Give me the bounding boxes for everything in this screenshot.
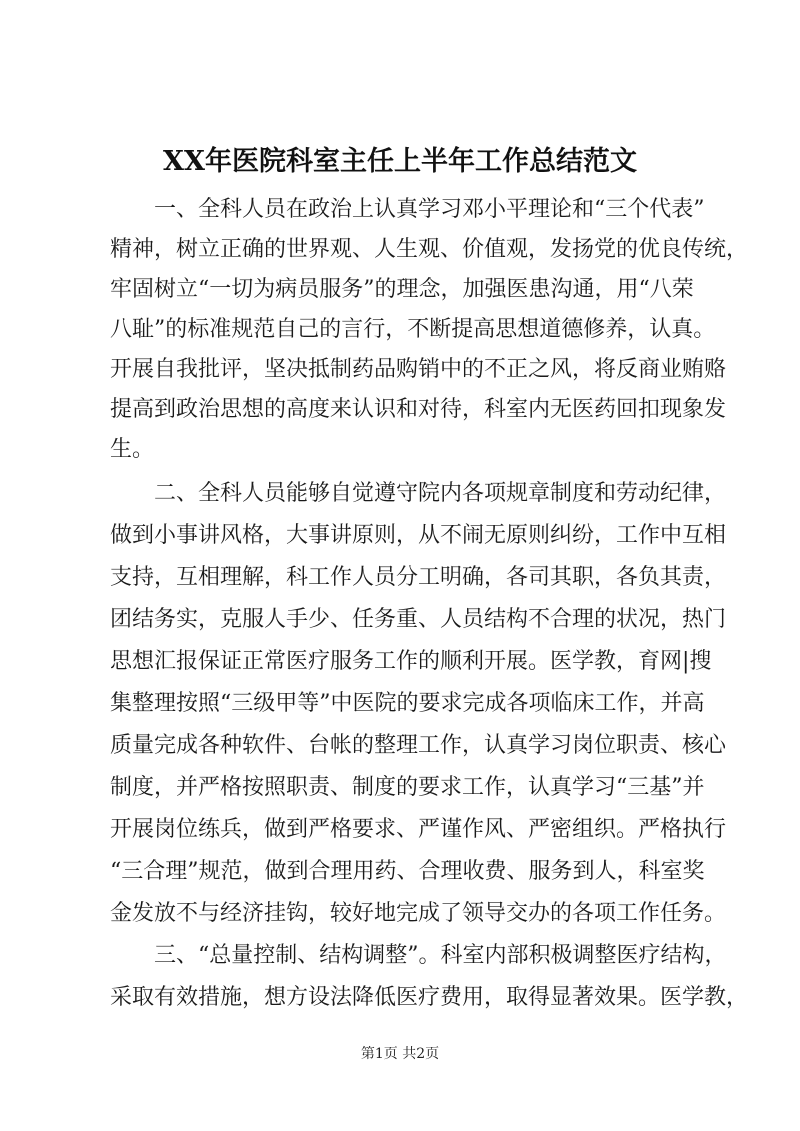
paragraph-line: 思想汇报保证正常医疗服务工作的顺利开展。医学教，育网|搜 <box>110 649 712 674</box>
paragraph-line: 二、全科人员能够自觉遵守院内各项规章制度和劳动纪律， <box>154 481 727 506</box>
paragraph-line: 生。 <box>110 437 155 462</box>
paragraph-line: 一、全科人员在政治上认真学习邓小平理论和“三个代表” <box>154 197 705 222</box>
paragraph-line: 三、“总量控制、结构调整”。科室内部积极调整医疗结构， <box>154 943 727 968</box>
paragraph-line: 八耻”的标准规范自己的言行，不断提高思想道德修养，认真。 <box>110 317 716 342</box>
paragraph-line: 质量完成各种软件、台帐的整理工作，认真学习岗位职责、核心 <box>110 733 727 758</box>
paragraph-line: 做到小事讲风格，大事讲原则，从不闹无原则纠纷，工作中互相 <box>110 523 727 548</box>
page-footer: 第1页 共2页 <box>360 1046 440 1062</box>
paragraph-line: 团结务实，克服人手少、任务重、人员结构不合理的状况，热门 <box>110 607 727 632</box>
paragraph-line: 制度，并严格按照职责、制度的要求工作，认真学习“三基”并 <box>110 775 705 800</box>
paragraph-line: 开展自我批评，坚决抵制药品购销中的不正之风，将反商业贿赂 <box>110 357 727 382</box>
paragraph-line: 集整理按照“三级甲等”中医院的要求完成各项临床工作，并高 <box>110 691 705 716</box>
paragraph-line: 牢固树立“一切为病员服务”的理念，加强医患沟通，用“八荣 <box>110 277 694 302</box>
paragraph-line: 支持，互相理解，科工作人员分工明确，各司其职，各负其责， <box>110 565 727 590</box>
paragraph-line: 提高到政治思想的高度来认识和对待，科室内无医药回扣现象发 <box>110 397 727 422</box>
paragraph-line: 精神，树立正确的世界观、人生观、价值观，发扬党的优良传统， <box>110 237 749 262</box>
paragraph-line: 开展岗位练兵，做到严格要求、严谨作风、严密组织。严格执行 <box>110 817 727 842</box>
document-title: XX年医院科室主任上半年工作总结范文 <box>163 146 637 177</box>
paragraph-line: 采取有效措施，想方设法降低医疗费用，取得显著效果。医学教， <box>110 985 749 1010</box>
paragraph-line: “三合理”规范，做到合理用药、合理收费、服务到人，科室奖 <box>110 859 705 884</box>
paragraph-line: 金发放不与经济挂钩，较好地完成了领导交办的各项工作任务。 <box>110 901 727 926</box>
